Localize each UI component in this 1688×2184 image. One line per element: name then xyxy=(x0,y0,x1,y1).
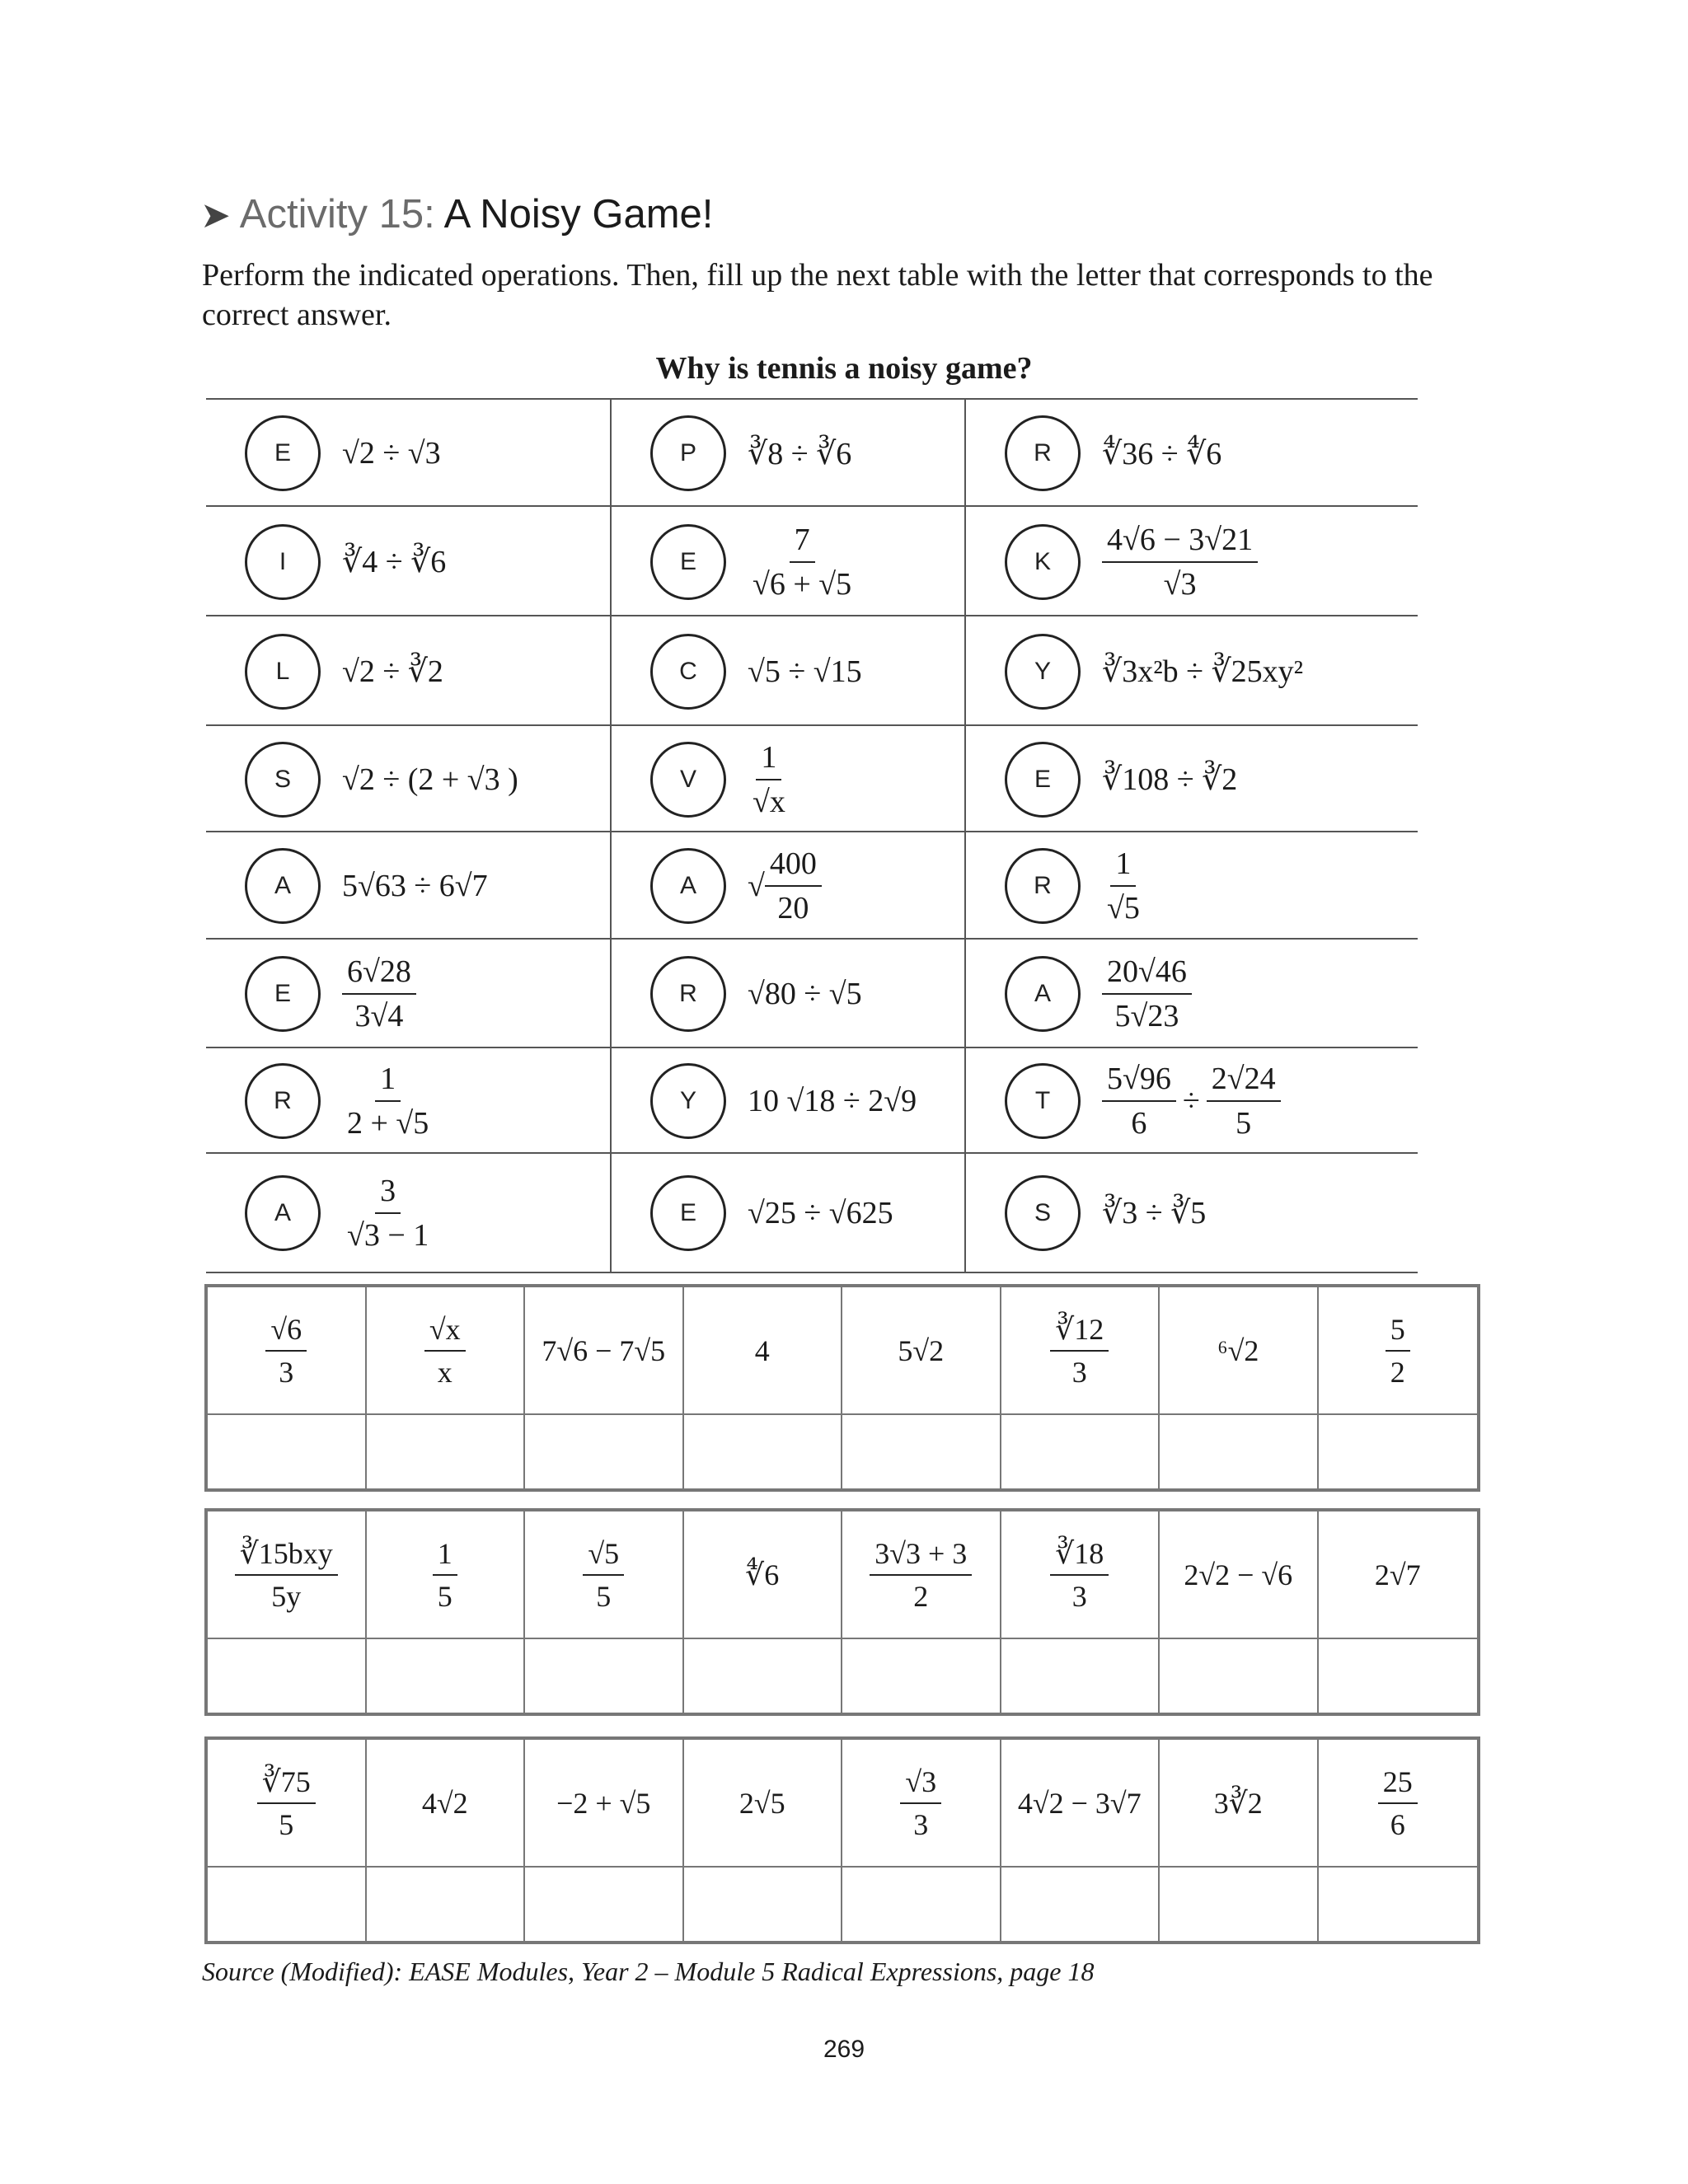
letter-blank-cell[interactable] xyxy=(525,1415,684,1488)
problem-expression xyxy=(748,400,851,507)
letter-circle: S xyxy=(245,742,321,818)
fraction-denominator: 5 xyxy=(1236,1106,1252,1141)
problem-row xyxy=(206,1152,1418,1273)
letter-blank-cell[interactable] xyxy=(842,1868,1001,1941)
letter-circle: E xyxy=(245,415,321,491)
answer-fraction xyxy=(583,1536,624,1614)
fraction-denominator: √x xyxy=(753,784,785,819)
fraction-denominator: √5 xyxy=(1107,891,1140,926)
letter-blank-cell[interactable] xyxy=(367,1868,526,1941)
fraction-numerator: √x xyxy=(424,1312,466,1352)
fraction xyxy=(748,522,856,602)
fraction-numerator: ∛18 xyxy=(1050,1536,1109,1576)
fraction-denominator: 2 xyxy=(1390,1355,1405,1389)
letter-blank-cell[interactable] xyxy=(1160,1415,1319,1488)
answer-row xyxy=(208,1740,1477,1868)
answer-row xyxy=(208,1287,1477,1415)
problem-row xyxy=(206,938,1418,1048)
blank-row xyxy=(208,1415,1477,1488)
fraction xyxy=(1102,846,1145,926)
problem-row xyxy=(206,615,1418,726)
expression-text: √2 ÷ (2 + √3 ) xyxy=(342,762,518,797)
fraction-denominator: 5y xyxy=(271,1579,302,1613)
fraction xyxy=(342,1173,434,1254)
answer-cell xyxy=(525,1511,684,1639)
problem-row xyxy=(206,505,1418,616)
answer-fraction xyxy=(1050,1536,1109,1614)
problem-cell xyxy=(964,726,1419,832)
fraction xyxy=(1102,954,1192,1034)
fraction-numerator: 20√46 xyxy=(1102,954,1192,995)
letter-blank-cell[interactable] xyxy=(525,1639,684,1713)
blank-row xyxy=(208,1639,1477,1713)
letter-circle: R xyxy=(650,956,726,1032)
answer-text: 4√2 xyxy=(421,1786,468,1820)
letter-blank-cell[interactable] xyxy=(1319,1868,1478,1941)
problem-cell xyxy=(610,1154,966,1272)
problem-expression xyxy=(1102,832,1145,940)
fraction-numerator: 4√6 − 3√21 xyxy=(1102,522,1258,563)
answer-cell xyxy=(1160,1287,1319,1415)
answer-cell xyxy=(367,1740,526,1868)
problem-cell xyxy=(610,940,966,1048)
fraction-denominator: √6 + √5 xyxy=(753,566,852,602)
fraction-denominator: 3 xyxy=(1071,1355,1087,1389)
radical-sign: √ xyxy=(748,869,765,903)
problem-cell xyxy=(206,400,610,507)
problem-expression xyxy=(342,832,488,940)
problem-expression xyxy=(342,1048,434,1154)
problem-expression xyxy=(1102,940,1192,1048)
question: Why is tennis a noisy game? xyxy=(655,351,1033,386)
problem-expression xyxy=(342,400,441,507)
fraction-numerator: 7 xyxy=(790,522,815,563)
activity-number: Activity 15: xyxy=(239,192,435,237)
problem-cell xyxy=(964,616,1419,726)
problem-cell xyxy=(964,400,1419,507)
answer-grid-1 xyxy=(204,1284,1480,1492)
fraction-denominator: 3 xyxy=(279,1355,294,1389)
problem-row xyxy=(206,1047,1418,1154)
answer-fraction xyxy=(433,1536,457,1614)
fraction-denominator: 3 xyxy=(913,1807,929,1841)
answer-text: 2√7 xyxy=(1374,1558,1421,1591)
letter-circle: A xyxy=(245,848,321,924)
answer-fraction xyxy=(1050,1312,1109,1390)
problem-cell xyxy=(964,1048,1419,1154)
answer-cell xyxy=(684,1740,843,1868)
fraction-denominator: 5 xyxy=(596,1579,612,1613)
fraction-numerator: 6√28 xyxy=(342,954,416,995)
answer-grid-2 xyxy=(204,1508,1480,1716)
problem-cell xyxy=(964,507,1419,616)
letter-blank-cell[interactable] xyxy=(1160,1639,1319,1713)
expression-text: √2 ÷ √3 xyxy=(342,436,441,471)
problem-expression xyxy=(748,1154,893,1272)
expression-text: ∛3x²b ÷ ∛25xy² xyxy=(1102,654,1304,689)
letter-circle: L xyxy=(245,634,321,710)
problem-row xyxy=(206,398,1418,507)
expression-text: √80 ÷ √5 xyxy=(748,977,862,1011)
answer-cell xyxy=(842,1740,1001,1868)
fraction xyxy=(342,1061,434,1141)
problem-expression xyxy=(748,832,822,940)
problem-expression xyxy=(1102,1048,1281,1154)
answer-text: ∜6 xyxy=(745,1558,780,1591)
fraction-numerator: √5 xyxy=(583,1536,624,1576)
answer-text: ⁶√2 xyxy=(1217,1333,1259,1367)
problem-cell xyxy=(610,400,966,507)
answer-cell xyxy=(1319,1511,1478,1639)
fraction-numerator: 25 xyxy=(1378,1765,1418,1804)
expression-text: √2 ÷ ∛2 xyxy=(342,654,443,689)
expression-text: ∛8 ÷ ∛6 xyxy=(748,436,852,471)
fraction-denominator: √3 xyxy=(1163,566,1197,602)
activity-name: A Noisy Game! xyxy=(443,192,714,237)
letter-circle: A xyxy=(650,848,726,924)
fraction-numerator: 2√24 xyxy=(1207,1061,1281,1102)
fraction-numerator: 1 xyxy=(756,739,781,780)
letter-circle: R xyxy=(1005,415,1081,491)
letter-circle: C xyxy=(650,634,726,710)
answer-cell xyxy=(208,1287,367,1415)
answer-fraction xyxy=(1386,1312,1410,1390)
letter-blank-cell[interactable] xyxy=(842,1415,1001,1488)
fraction xyxy=(342,954,416,1034)
answer-cell xyxy=(1001,1511,1160,1639)
letter-blank-cell[interactable] xyxy=(842,1639,1001,1713)
answer-fraction xyxy=(900,1765,941,1842)
expression-text: √5 ÷ √15 xyxy=(748,654,862,689)
answer-fraction xyxy=(870,1536,972,1614)
answer-text: 4√2 − 3√7 xyxy=(1017,1786,1142,1820)
activity-title xyxy=(200,191,713,237)
problem-cell xyxy=(610,832,966,940)
answer-cell xyxy=(367,1511,526,1639)
answer-cell xyxy=(1319,1287,1478,1415)
fraction-denominator: 2 + √5 xyxy=(347,1106,429,1141)
problem-cell xyxy=(206,726,610,832)
problem-expression xyxy=(1102,400,1221,507)
fraction xyxy=(1207,1061,1281,1141)
letter-blank-cell[interactable] xyxy=(684,1415,843,1488)
fraction-denominator: 2 xyxy=(913,1579,929,1613)
expression-text: ∛3 ÷ ∛5 xyxy=(1102,1196,1207,1230)
fraction-denominator: 6 xyxy=(1390,1807,1405,1841)
fraction-denominator: x xyxy=(437,1355,452,1389)
answer-cell xyxy=(1160,1511,1319,1639)
fraction xyxy=(765,846,822,926)
fraction-denominator: 3√4 xyxy=(354,999,404,1033)
answer-text: 3∛2 xyxy=(1213,1786,1263,1820)
letter-circle: E xyxy=(650,1175,726,1251)
problem-expression xyxy=(1102,726,1237,832)
problem-expression xyxy=(748,1048,917,1154)
answer-grid-3 xyxy=(204,1736,1480,1944)
problem-cell xyxy=(964,940,1419,1048)
fraction-numerator: √3 xyxy=(900,1765,941,1804)
letter-blank-cell[interactable] xyxy=(208,1639,367,1713)
fraction-numerator: 3√3 + 3 xyxy=(870,1536,972,1576)
answer-text: 7√6 − 7√5 xyxy=(542,1333,666,1367)
letter-blank-cell[interactable] xyxy=(367,1415,526,1488)
letter-circle: A xyxy=(245,1175,321,1251)
answer-cell xyxy=(1001,1287,1160,1415)
letter-blank-cell[interactable] xyxy=(684,1639,843,1713)
letter-circle: I xyxy=(245,524,321,600)
answer-fraction xyxy=(424,1312,466,1390)
fraction-numerator: 5√96 xyxy=(1102,1061,1176,1102)
instructions: Perform the indicated operations. Then, fill up the next table with the letter that corresponds to the correct answer. xyxy=(202,258,1433,332)
letter-blank-cell[interactable] xyxy=(1160,1868,1319,1941)
answer-text: 4 xyxy=(754,1333,770,1367)
fraction-numerator: 3 xyxy=(375,1173,401,1214)
fraction xyxy=(1102,1061,1176,1141)
expression-text: ∜36 ÷ ∜6 xyxy=(1102,436,1222,471)
fraction xyxy=(1102,522,1258,602)
answer-fraction xyxy=(257,1765,316,1842)
expression-text: ∛108 ÷ ∛2 xyxy=(1102,762,1238,797)
letter-circle: E xyxy=(1005,742,1081,818)
fraction-denominator: 5 xyxy=(437,1579,452,1613)
problem-cell xyxy=(610,726,966,832)
letter-blank-cell[interactable] xyxy=(1319,1639,1478,1713)
expression-text: √25 ÷ √625 xyxy=(748,1195,893,1230)
letter-blank-cell[interactable] xyxy=(525,1868,684,1941)
fraction xyxy=(748,739,790,820)
problem-expression xyxy=(342,940,416,1048)
problem-expression xyxy=(342,507,446,616)
expression-text: 5√63 ÷ 6√7 xyxy=(342,869,488,903)
answer-fraction xyxy=(265,1312,307,1390)
letter-blank-cell[interactable] xyxy=(1001,1868,1160,1941)
fraction-denominator: 5 xyxy=(279,1807,294,1841)
problem-expression xyxy=(748,726,790,832)
letter-circle: P xyxy=(650,415,726,491)
answer-text: 2√2 − √6 xyxy=(1184,1558,1293,1591)
answer-fraction xyxy=(235,1536,338,1614)
problem-expression xyxy=(342,726,518,832)
answer-cell xyxy=(1160,1740,1319,1868)
answer-cell xyxy=(208,1511,367,1639)
letter-blank-cell[interactable] xyxy=(208,1415,367,1488)
problem-cell xyxy=(206,1154,610,1272)
answer-cell xyxy=(1001,1740,1160,1868)
problem-row xyxy=(206,831,1418,940)
answer-text: 5√2 xyxy=(898,1333,945,1367)
operator: ÷ xyxy=(1182,1084,1200,1118)
blank-row xyxy=(208,1868,1477,1941)
answer-cell xyxy=(684,1511,843,1639)
expression-text: ∛4 ÷ ∛6 xyxy=(342,545,447,579)
problem-cell xyxy=(610,1048,966,1154)
letter-blank-cell[interactable] xyxy=(208,1868,367,1941)
fraction-denominator: 6 xyxy=(1131,1106,1147,1141)
problem-expression xyxy=(748,507,856,616)
answer-cell xyxy=(525,1287,684,1415)
fraction-denominator: 3 xyxy=(1071,1579,1087,1613)
letter-blank-cell[interactable] xyxy=(1001,1639,1160,1713)
fraction-numerator: 400 xyxy=(765,846,822,887)
problem-cell xyxy=(206,1048,610,1154)
letter-blank-cell[interactable] xyxy=(1319,1415,1478,1488)
letter-blank-cell[interactable] xyxy=(367,1639,526,1713)
letter-circle: Y xyxy=(1005,634,1081,710)
fraction-numerator: 1 xyxy=(1110,846,1136,887)
fraction-numerator: 1 xyxy=(433,1536,457,1576)
problem-cell xyxy=(964,1154,1419,1272)
problem-row xyxy=(206,724,1418,832)
fraction-numerator: 1 xyxy=(375,1061,401,1102)
problems-table xyxy=(206,398,1418,1270)
answer-text: −2 + √5 xyxy=(556,1786,651,1820)
problem-expression xyxy=(1102,507,1258,616)
answer-text: 2√5 xyxy=(738,1786,785,1820)
answer-cell xyxy=(842,1287,1001,1415)
fraction-numerator: 5 xyxy=(1386,1312,1410,1352)
answer-row xyxy=(208,1511,1477,1639)
fraction-numerator: √6 xyxy=(265,1312,307,1352)
letter-circle: R xyxy=(1005,848,1081,924)
source-citation: Source (Modified): EASE Modules, Year 2 – Module 5 Radical Expressions, page 18 xyxy=(202,1957,1095,1986)
problem-cell xyxy=(206,940,610,1048)
fraction-numerator: ∛15bxy xyxy=(235,1536,338,1576)
letter-circle: K xyxy=(1005,524,1081,600)
problem-cell xyxy=(964,832,1419,940)
problem-expression xyxy=(342,616,443,726)
fraction-denominator: √3 − 1 xyxy=(347,1217,429,1253)
problem-cell xyxy=(206,832,610,940)
letter-circle: T xyxy=(1005,1063,1081,1139)
problem-expression xyxy=(1102,1154,1206,1272)
problem-expression xyxy=(748,940,862,1048)
problem-cell xyxy=(206,507,610,616)
letter-circle: Y xyxy=(650,1063,726,1139)
problem-cell xyxy=(610,507,966,616)
letter-circle: E xyxy=(650,524,726,600)
problem-cell xyxy=(206,616,610,726)
fraction-numerator: ∛75 xyxy=(257,1765,316,1804)
letter-circle: V xyxy=(650,742,726,818)
answer-cell xyxy=(1319,1740,1478,1868)
page-number: 269 xyxy=(823,2036,865,2063)
letter-circle: R xyxy=(245,1063,321,1139)
letter-blank-cell[interactable] xyxy=(1001,1415,1160,1488)
letter-circle: A xyxy=(1005,956,1081,1032)
problem-expression xyxy=(1102,616,1303,726)
answer-cell xyxy=(525,1740,684,1868)
letter-blank-cell[interactable] xyxy=(684,1868,843,1941)
answer-cell xyxy=(208,1740,367,1868)
fraction-numerator: ∛12 xyxy=(1050,1312,1109,1352)
answer-cell xyxy=(684,1287,843,1415)
problem-expression xyxy=(748,616,862,726)
letter-circle: E xyxy=(245,956,321,1032)
problem-cell xyxy=(610,616,966,726)
fraction-denominator: 20 xyxy=(777,891,809,926)
expression-text: 10 √18 ÷ 2√9 xyxy=(748,1084,917,1118)
answer-fraction xyxy=(1378,1765,1418,1842)
answer-cell xyxy=(842,1511,1001,1639)
fraction-denominator: 5√23 xyxy=(1114,999,1179,1033)
letter-circle: S xyxy=(1005,1175,1081,1251)
problem-expression xyxy=(342,1154,434,1272)
answer-cell xyxy=(367,1287,526,1415)
arrow-icon: ➤ xyxy=(200,195,231,236)
